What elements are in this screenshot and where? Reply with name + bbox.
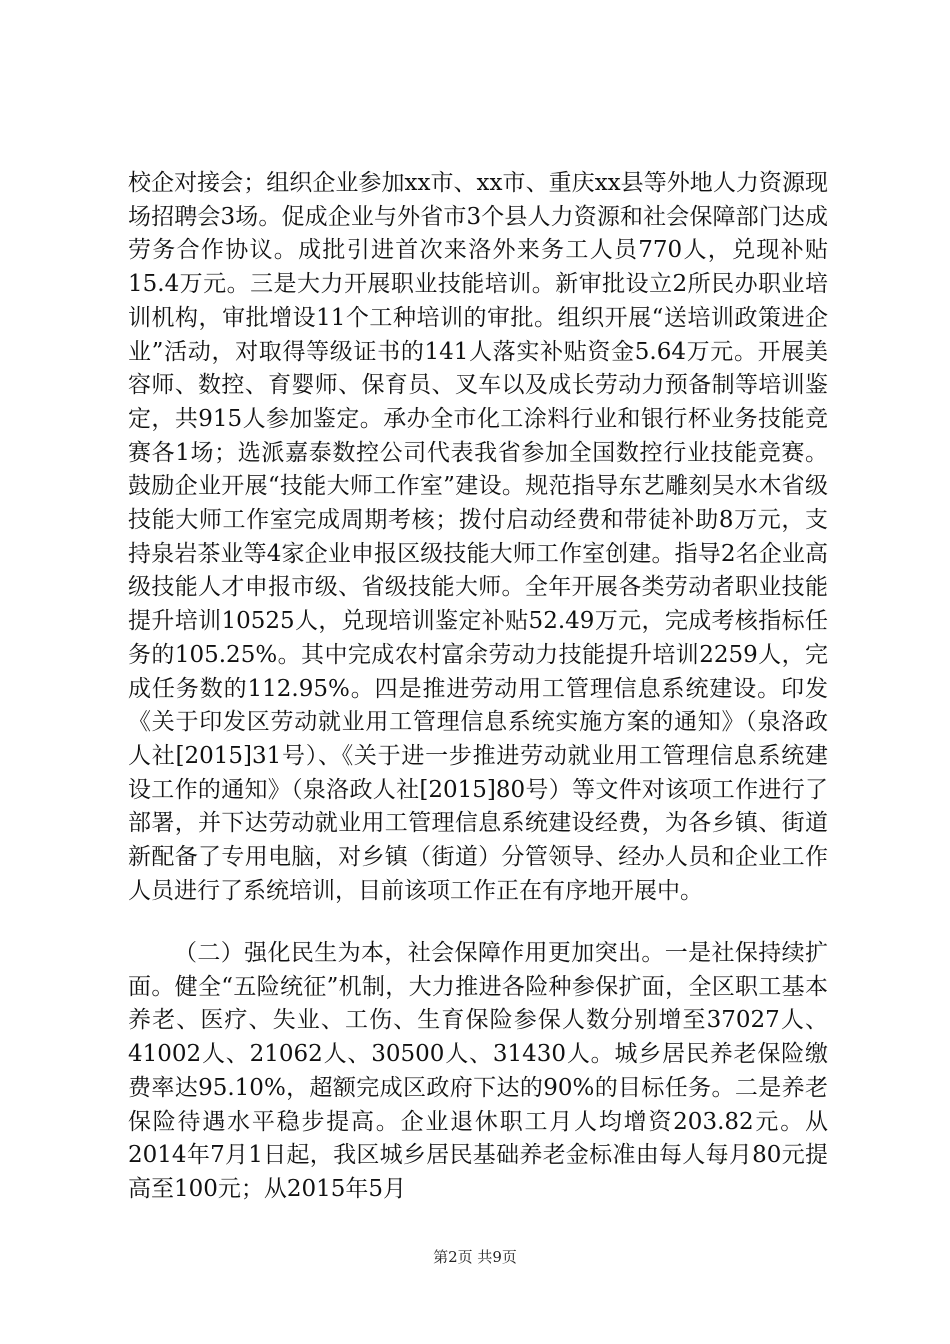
paragraph-2: （二）强化民生为本，社会保障作用更加突出。一是社保持续扩面。健全“五险统征”机制，大力推进各险种参保扩面，全区职工基本养老、医疗、失业、工伤、生育保险参保人数分别增至37027人、41002人、21062人、30500人、31430人。城乡居民养老保险缴费率达95.10%，超额完成区政府下达的90%的目标任务。二是养老保险待遇水平稳步提高。企业退休职工月人均增资203.82元。从2014年7月1日起，我区城乡居民基础养老金标准由每人每月80元提高至100元；从2015年5月 (128, 940, 828, 1202)
page-footer: 第2页 共9页 (433, 1248, 517, 1266)
paragraph-1: 校企对接会；组织企业参加xx市、xx市、重庆xx县等外地人力资源现场招聘会3场。促成企业与外省市3个县人力资源和社会保障部门达成劳务合作协议。成批引进首次来洛外来务工人员770人，兑现补贴15.4万元。三是大力开展职业技能培训。新审批设立2所民办职业培训机构，审批增设11个工种培训的审批。组织开展“送培训政策进企业”活动，对取得等级证书的141人落实补贴资金5.64万元。开展美容师、数控、育婴师、保育员、叉车以及成长劳动力预备制等培训鉴定，共915人参加鉴定。承办全市化工涂料行业和银行杯业务技能竞赛各1场；选派嘉泰数控公司代表我省参加全国数控行业技能竞赛。鼓励企业开展“技能大师工作室”建设。规范指导东艺雕刻吴水木省级技能大师工作室完成周期考核；拨付启动经费和带徒补助8万元，支持泉岩茶业等4家企业申报区级技能大师工作室创建。指导2名企业高级技能人才申报市级、省级技能大师。全年开展各类劳动者职业技能提升培训10525人，兑现培训鉴定补贴52.49万元，完成考核指标任务的105.25%。其中完成农村富余劳动力技能提升培训2259人，完成任务数的112.95%。四是推进劳动用工管理信息系统建设。印发《关于印发区劳动就业用工管理信息系统实施方案的通知》（泉洛政人社[2015]31号）、《关于进一步推进劳动就业用工管理信息系统建设工作的通知》（泉洛政人社[2015]80号）等文件对该项工作进行了部署，并下达劳动就业用工管理信息系统建设经费，为各乡镇、街道新配备了专用电脑，对乡镇（街道）分管领导、经办人员和企业工作人员进行了系统培训，目前该项工作正在有序地开展中。 (128, 170, 828, 904)
